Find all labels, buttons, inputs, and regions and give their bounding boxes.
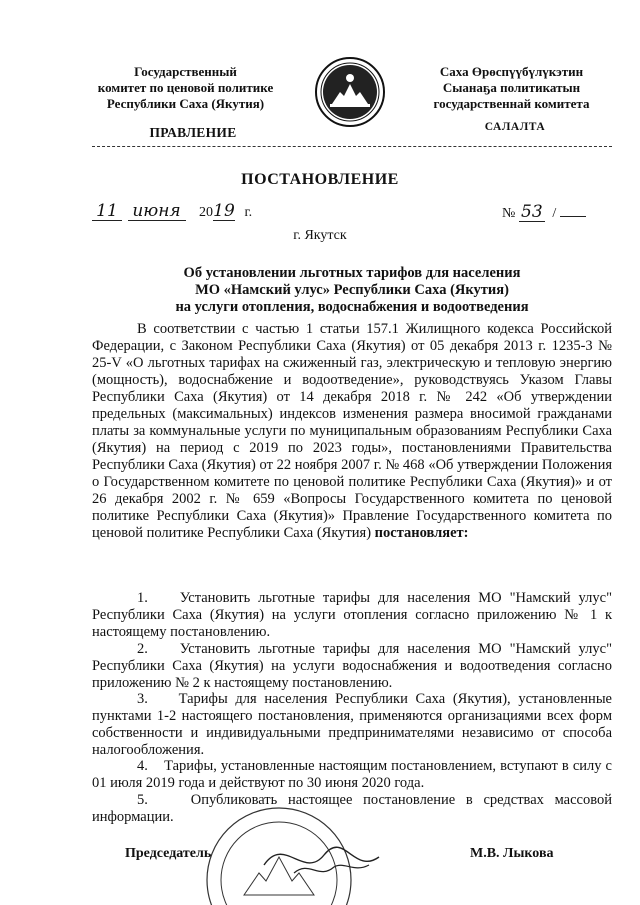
header-left-line: Республики Саха (Якутия) xyxy=(106,96,265,111)
item-3 xyxy=(92,691,612,759)
document-number xyxy=(502,203,586,222)
date-year-prefix: 20 xyxy=(199,205,213,220)
document-type: ПОСТАНОВЛЕНИЕ xyxy=(241,171,399,188)
item-text: Опубликовать настоящее постановление в средствах массовой информации. xyxy=(92,792,612,825)
header-left-line: комитет по ценовой политике xyxy=(97,80,274,95)
coat-of-arms-emblem xyxy=(314,56,386,128)
signature-role: Председатель xyxy=(125,846,212,861)
item-text: Установить льготные тарифы для населения МО "Намский улус" Республики Саха (Якутия) на услуги отопления согласно приложению № 1 к настоящему постановлению. xyxy=(92,590,613,640)
header-right-line: государственнай комитета xyxy=(433,96,590,111)
item-text: Тарифы для населения Республики Саха (Якутия), установленные пунктами 1-2 настоящего постановления, применяются организациями всех форм собственности и индивидуальными предпринимателями независимо от способа налогообложения. xyxy=(92,691,612,758)
title-line: Об установлении льготных тарифов для населения xyxy=(183,265,521,281)
header-right-line: Сыанаҕа политикатын xyxy=(442,80,581,95)
item-number: 3. xyxy=(137,691,148,707)
date-month: июня xyxy=(128,203,186,221)
item-text: Тарифы, установленные настоящим постановлением, вступают в силу с 01 июля 2019 года и действуют по 30 июня 2020 года. xyxy=(92,758,612,791)
preamble-text: В соответствии с частью 1 статьи 157.1 Жилищного кодекса Российской Федерации, с Законом Республики Саха (Якутия) от 05 декабря 2013 г. 1235-3 № 25-V «О льготных тарифах на сжиженный газ, электрическую и тепловую энергию (мощность), водоснабжение и водоотведение», руководствуясь Указом Главы Республики Саха (Якутия) от 14 декабря 2018 г. № 242 «Об утверждении предельных (максимальных) индексов изменения размера вносимой гражданами платы за коммунальные услуги по муниципальным образованиям Республики Саха (Якутия) на период с 2019 по 2023 годы», постановлениями Правительства Республики Саха (Якутия) от 22 ноября 2007 г. № 468 «Об утверждении Положения о Государственном комитете по ценовой политике Республики Саха (Якутия)» и от 26 декабря 2002 г. № 659 «Вопросы Государственного комитета по ценовой политике Республики Саха (Якутия)» Правление Государственного комитета по ценовой политике Республики Саха (Якутия) xyxy=(92,321,612,541)
number-prefix: № xyxy=(502,206,516,221)
header-right-line: Саха Өрөспүүбүлүкэтин xyxy=(439,64,584,79)
number-value: 53 xyxy=(519,204,545,222)
date-year-suffix: 19 xyxy=(213,201,235,221)
header-left-subtitle: ПРАВЛЕНИЕ xyxy=(149,125,237,140)
title-line: на услуги отопления, водоснабжения и водоотведения xyxy=(175,299,529,315)
preamble-paragraph xyxy=(92,321,612,542)
header-right-subtitle: САЛАЛТА xyxy=(484,121,546,133)
header-left xyxy=(78,64,293,112)
date-day: 11 xyxy=(92,203,122,221)
item-number: 2. xyxy=(137,641,148,657)
header-divider xyxy=(92,146,612,147)
number-suffix-blank xyxy=(560,203,586,217)
item-1 xyxy=(92,590,612,641)
header-right xyxy=(404,64,619,112)
signature-name: М.В. Лыкова xyxy=(470,846,554,861)
item-text: Установить льготные тарифы для населения МО "Намский улус" Республики Саха (Якутия) на услуги водоснабжения и водоотведения согласно приложению № 2 к настоящему постановлению. xyxy=(92,641,613,691)
item-number: 1. xyxy=(137,590,148,606)
item-number: 4. xyxy=(137,758,148,774)
preamble-resolves: постановляет: xyxy=(374,525,469,541)
item-2 xyxy=(92,641,612,692)
title-line: МО «Намский улус» Республики Саха (Якутия) xyxy=(195,282,509,298)
number-separator: / xyxy=(552,206,557,221)
document-date xyxy=(92,203,252,221)
header-left-line: Государственный xyxy=(134,64,237,79)
document-title xyxy=(92,265,612,316)
item-number: 5. xyxy=(137,792,148,808)
official-seal-stamp xyxy=(204,785,389,905)
date-year-mark: г. xyxy=(244,205,253,220)
document-city: г. Якутск xyxy=(293,228,347,243)
